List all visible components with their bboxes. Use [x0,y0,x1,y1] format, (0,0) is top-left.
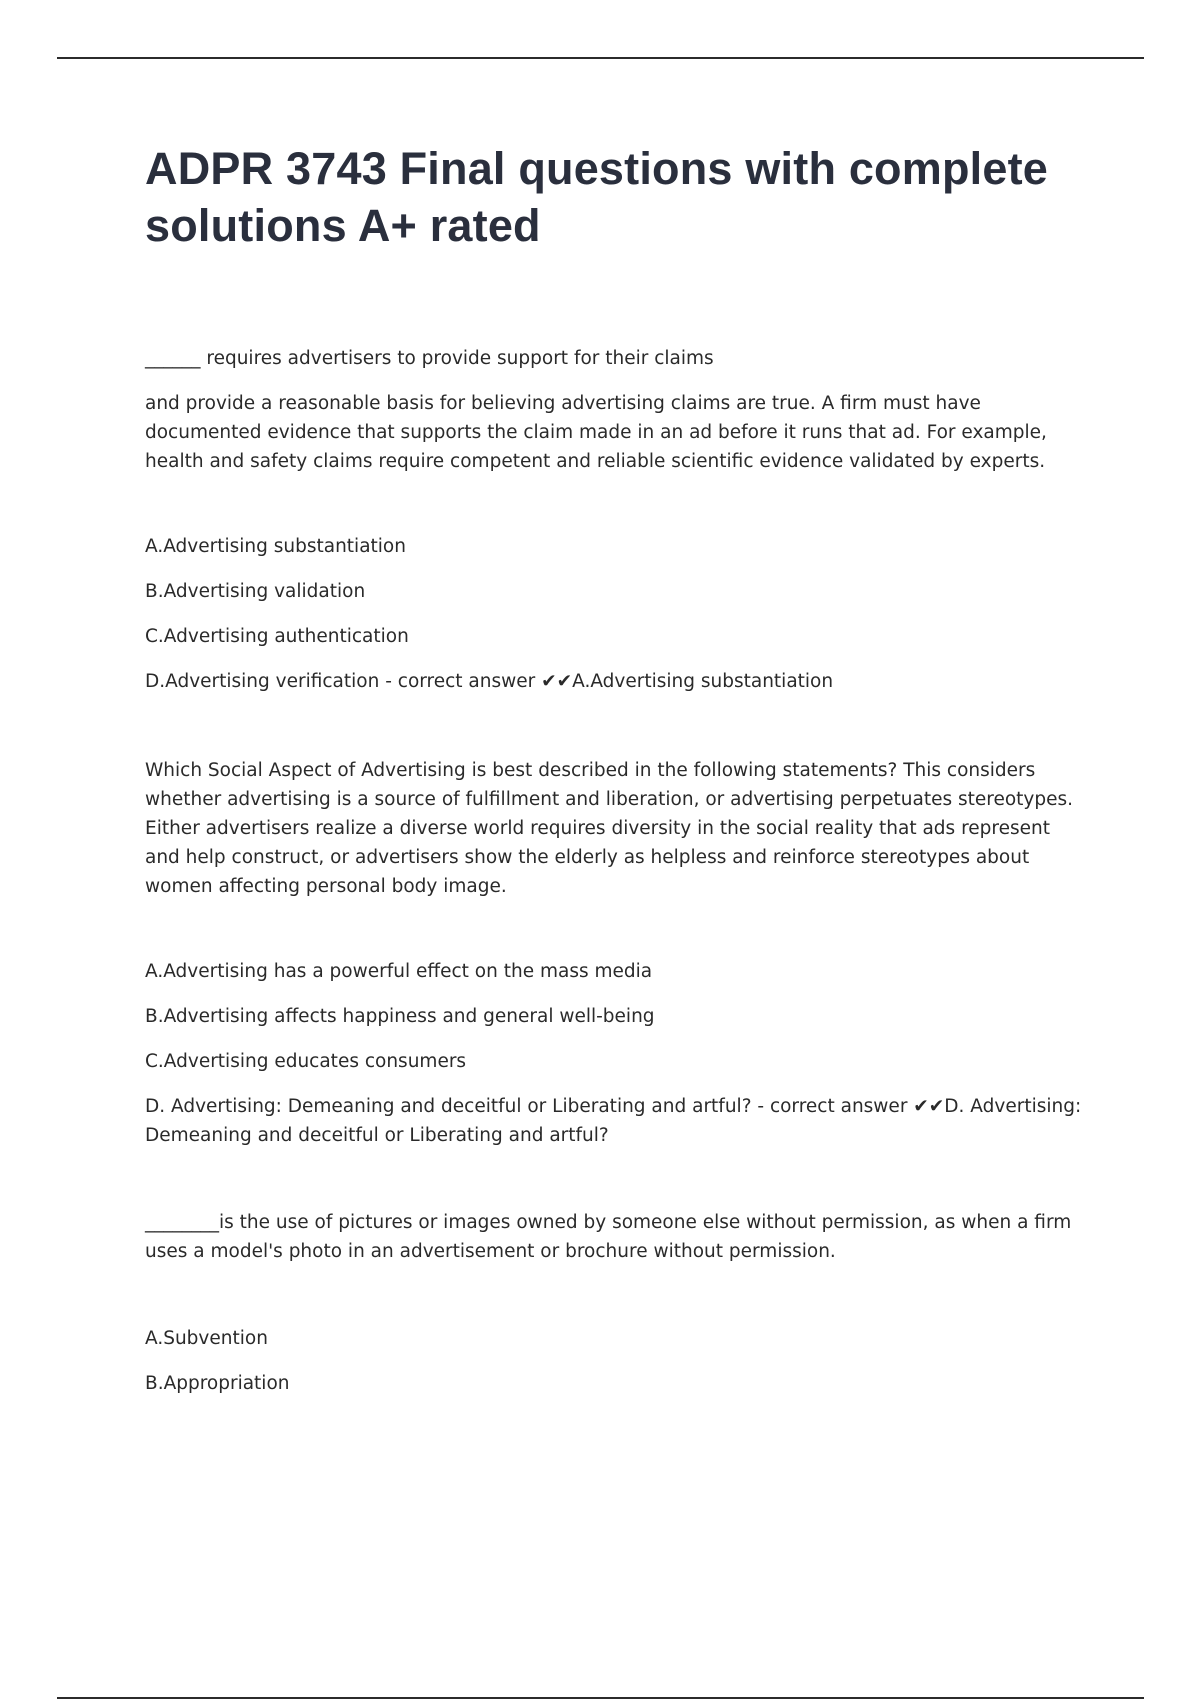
question-2-stem: Which Social Aspect of Advertising is best described in the following statements? This considers whether advertising is a source of fulfillment and liberation, or advertising perpetuates stereotypes. Either advertisers realize a diverse world requires diversity in the social reality that ads represent and help construct, or advertisers show the elderly as helpless and reinforce stereotypes about women affecting personal body image. [145,760,1074,897]
footer-rule [57,1697,1144,1699]
document-title: ADPR 3743 Final questions with complete solutions A+ rated [145,143,1048,251]
question-1-options [145,532,1090,696]
question-2-option-a: A.Advertising has a powerful effect on the mass media [145,961,653,982]
question-1-option-c: C.Advertising authentication [145,626,409,647]
question-2-option-c: C.Advertising educates consumers [145,1051,467,1072]
question-1-option-a: A.Advertising substantiation [145,536,406,557]
document-body [145,140,1090,1398]
question-1-explanation: and provide a reasonable basis for believing advertising claims are true. A firm must have documented evidence that supports the claim made in an ad before it runs that ad. For example, health and safety claims require competent and reliable scientific evidence validated by experts. [145,393,1047,472]
header-rule [57,57,1144,59]
question-2-option-b: B.Advertising affects happiness and general well-being [145,1006,655,1027]
question-3-option-b: B.Appropriation [145,1373,290,1394]
question-1-option-b: B.Advertising validation [145,581,366,602]
question-3 [145,1208,1090,1398]
question-2 [145,756,1090,1150]
question-2-option-d: D. Advertising: Demeaning and deceitful or Liberating and artful? - correct answer ✔✔D. Advertising: Demeaning and deceitful or Liberating and artful? [145,1096,1082,1146]
question-1 [145,344,1090,696]
question-3-option-a: A.Subvention [145,1328,268,1349]
question-2-options [145,957,1090,1150]
question-1-option-d: D.Advertising verification - correct answer ✔✔A.Advertising substantiation [145,671,834,692]
question-3-options [145,1324,1090,1398]
question-3-stem: ________is the use of pictures or images owned by someone else without permission, as when a firm uses a model's photo in an advertisement or brochure without permission. [145,1212,1072,1262]
question-1-stem: ______ requires advertisers to provide support for their claims [145,348,714,369]
